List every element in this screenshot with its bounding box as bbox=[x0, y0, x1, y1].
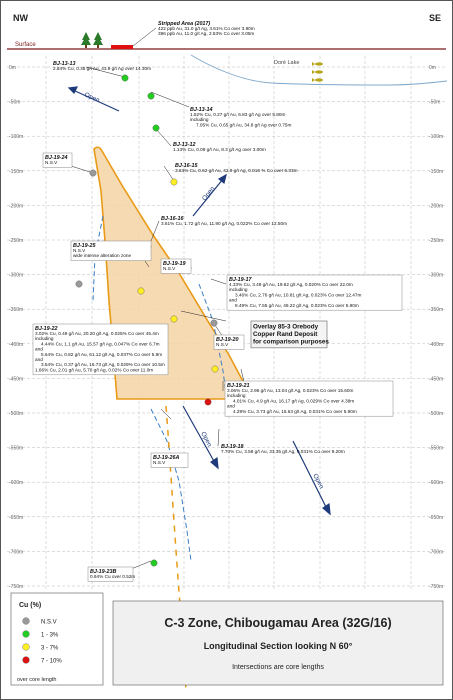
tree-icon bbox=[81, 32, 103, 48]
callout-line: 3.54% Cu, 0.37 g/t Au, 16.73 g/t Ag, 0.029% Co over 10.5m bbox=[41, 362, 165, 368]
callout-line: 1.66% Cu, 2.01 g/t Au, 5.70 g/t Ag, 0.02% Co over 11.0m bbox=[35, 367, 154, 373]
legend-title: Cu (%) bbox=[19, 602, 42, 609]
lake-label: Doré Lake bbox=[274, 60, 300, 66]
callout-line: N.S.V bbox=[73, 248, 86, 253]
callout-title: BJ-19-21 bbox=[227, 382, 250, 389]
elevation-label-right: -250m bbox=[429, 238, 444, 244]
callout-bj1924 bbox=[43, 153, 72, 167]
dot-bj1313 bbox=[122, 75, 128, 81]
open-label: Open bbox=[83, 91, 101, 105]
elevation-label-left: -600m bbox=[9, 480, 24, 487]
dot-bj1314 bbox=[148, 93, 154, 99]
callouts bbox=[33, 21, 402, 582]
callout-bj1918 bbox=[221, 444, 345, 454]
legend-label: 3 - 7% bbox=[41, 645, 59, 652]
legend-label: 7 - 10% bbox=[41, 658, 62, 665]
surface-label: Surface bbox=[15, 42, 36, 48]
elevation-label-left: -100m bbox=[9, 134, 24, 141]
callout-line: 4.29% Cu, 3.73 g/t Au, 15.63 g/t Ag, 0.031% Co over 5.90m bbox=[233, 408, 357, 414]
section-title: C-3 Zone, Chibougamau Area (32G/16) bbox=[164, 616, 392, 630]
callout-bj1920 bbox=[214, 335, 244, 349]
elevation-label-left: 0m bbox=[9, 65, 16, 71]
legend-swatch bbox=[23, 657, 30, 664]
dot-bj1922b bbox=[171, 316, 177, 322]
dot-bj1312 bbox=[153, 125, 159, 131]
callout-bj1917 bbox=[227, 275, 402, 310]
dot-bj1922 bbox=[138, 288, 144, 294]
callout-line: 3.02% Cu, 0.49 g/t Au, 20.20 g/t Ag, 0.025% Co over 45.4m bbox=[35, 331, 159, 336]
callout-line: 3.61% Cu, 1.72 g/t Au, 11.90 g/t Ag, 0.022% Co over 12.50m bbox=[161, 221, 288, 226]
dot-bj1918 bbox=[205, 399, 211, 405]
callout-title: BJ-19-24 bbox=[45, 154, 68, 161]
elevation-label-left: -400m bbox=[9, 341, 24, 348]
callout-title: BJ-13-12 bbox=[173, 141, 196, 148]
elevation-label-right: -350m bbox=[429, 307, 444, 314]
se-label: SE bbox=[429, 13, 442, 23]
callout-title: BJ-13-13 bbox=[53, 60, 76, 67]
callout-bj1314 bbox=[190, 107, 291, 128]
callout-line: 422 ppb Au, 31.0 g/t Ag, 3.61% Co over 3.90m bbox=[158, 26, 255, 31]
dot-bj1921 bbox=[212, 366, 218, 372]
drill-trace bbox=[151, 409, 191, 561]
grid bbox=[7, 56, 446, 591]
callout-line: including bbox=[227, 393, 246, 399]
callout-line: 4.01% Cu, 4.9 g/t Au, 16.17 g/t Ag, 0.029% Co over 4.38m bbox=[233, 398, 355, 404]
elevation-label-right: -50m bbox=[429, 99, 441, 106]
dot-bj1920 bbox=[211, 320, 217, 326]
elevation-label-left: -750m bbox=[9, 584, 24, 590]
elevation-label-left: -300m bbox=[9, 272, 24, 279]
elevation-label-right: -600m bbox=[429, 480, 444, 487]
callout-line: Copper Rand Deposit bbox=[253, 331, 318, 339]
callout-line: 1.13% Cu, 0.09 g/t Au, 8.3 g/t Ag over 3.00m bbox=[173, 147, 266, 152]
callout-line: 5.64% Cu, 0.82 g/t Au, 61.12 g/t Ag, 0.037% Co over 5.9m bbox=[41, 351, 163, 357]
elevation-label-left: -250m bbox=[9, 238, 24, 244]
callout-line: 3.46% Cu, 2.76 g/t Au, 10.81 g/t Ag, 0.023% Co over 12.47m bbox=[235, 292, 362, 298]
elevation-label-right: -400m bbox=[429, 341, 444, 348]
callout-title: BJ-19-25 bbox=[73, 242, 96, 249]
open-label: Open bbox=[199, 430, 213, 448]
elevation-label-right: -200m bbox=[429, 203, 444, 210]
elevation-label-right: -100m bbox=[429, 134, 444, 141]
elevation-label-left: -500m bbox=[9, 411, 24, 417]
callout-line: 396 ppb Au, 11.0 g/t Ag, 2.53% Co over 3.05m bbox=[158, 31, 255, 37]
callout-line: N.S.V bbox=[153, 460, 166, 465]
callout-line: for comparison purposes bbox=[253, 338, 329, 346]
callout-overlay bbox=[251, 321, 329, 348]
callout-line: and bbox=[229, 297, 237, 303]
legend-note: over core length bbox=[17, 677, 57, 683]
callout-line: 0.94% Cu over 0.52m bbox=[90, 574, 136, 579]
callout-line: N.S.V bbox=[216, 342, 229, 347]
fish-icon bbox=[312, 62, 323, 82]
dot-bj1925 bbox=[76, 281, 82, 287]
callout-title: BJ-19-18 bbox=[221, 443, 244, 450]
section-note: Intersections are core lengths bbox=[232, 664, 324, 671]
elevation-label-right: -550m bbox=[429, 445, 444, 452]
callout-bj1615 bbox=[175, 163, 298, 173]
callout-line: 1.52% Cu, 0.27 g/t Au, 6.83 g/t Ag over 5.80m bbox=[190, 112, 286, 117]
elevation-label-left: -650m bbox=[9, 514, 24, 521]
dot-bj1615 bbox=[171, 179, 177, 185]
callout-line: 4.33% Cu, 3.49 g/t Au, 19.62 g/t Ag, 0.020% Co over 22.0m bbox=[229, 282, 353, 287]
nw-label: NW bbox=[13, 13, 28, 23]
legend-label: 1 - 3% bbox=[41, 632, 59, 639]
elevation-label-right: -500m bbox=[429, 411, 444, 417]
elevation-label-right: 0m bbox=[429, 65, 436, 71]
callout-title: BJ-13-14 bbox=[190, 106, 213, 113]
legend-label: N.S.V bbox=[41, 619, 57, 626]
elevation-label-right: -300m bbox=[429, 272, 444, 279]
callout-title: BJ-19-17 bbox=[229, 276, 252, 283]
elevation-label-left: -550m bbox=[9, 445, 24, 452]
callout-line: N.S.V bbox=[45, 160, 58, 165]
callout-title: BJ-19-20 bbox=[216, 336, 239, 343]
callout-bj1919 bbox=[161, 259, 191, 273]
legend-swatch bbox=[23, 644, 30, 651]
callout-line: including bbox=[190, 117, 209, 123]
title-block bbox=[113, 601, 443, 685]
callout-title: BJ-19-22 bbox=[35, 325, 58, 332]
callout-title: BJ-16-15 bbox=[175, 162, 198, 169]
callout-line: and bbox=[35, 357, 43, 362]
dot-bj1923b bbox=[151, 560, 157, 566]
section-subtitle: Longitudinal Section looking N 60° bbox=[203, 641, 353, 651]
stripped-area-marker bbox=[111, 45, 133, 49]
elevation-label-left: -350m bbox=[9, 307, 24, 314]
callout-stripped bbox=[158, 21, 255, 36]
callout-line: including bbox=[35, 336, 54, 342]
callout-bj1925 bbox=[71, 241, 151, 261]
callout-bj1926a bbox=[151, 453, 188, 467]
elevation-label-left: -450m bbox=[9, 376, 24, 383]
callout-title: Stripped Area (2017) bbox=[158, 20, 211, 27]
callout-line: and bbox=[227, 403, 235, 409]
elevation-label-right: -450m bbox=[429, 376, 444, 383]
callout-line: 7.05% Cu, 0.65 g/t Au, 34.8 g/t Ag over 0.75m bbox=[196, 122, 292, 128]
elevation-label-left: -200m bbox=[9, 203, 24, 210]
open-label: Open bbox=[311, 472, 325, 490]
legend-swatch bbox=[23, 631, 30, 638]
elevation-label-right: -750m bbox=[429, 584, 444, 590]
callout-line: 3.63% Cu, 0.62 g/t Au, 42.9 g/t Ag, 0.016 % Co over 6.33m bbox=[175, 168, 298, 173]
callout-bj1312 bbox=[173, 142, 266, 152]
elevation-label-left: -150m bbox=[9, 168, 24, 175]
callout-line: 2.84% Cu, 0.35 g/t Au, 43.9 g/t Ag over 14.30m bbox=[53, 66, 151, 71]
callout-line: including bbox=[229, 287, 248, 293]
legend bbox=[11, 593, 103, 685]
callout-line: 7.70% Cu, 3.58 g/t Au, 33.35 g/t Ag, 0.031% Co over 9.20m bbox=[221, 449, 345, 454]
callout-title: BJ-19-26A bbox=[153, 454, 180, 461]
callout-line: 4.44% Cu, 1.1 g/t Au, 15.57 g/t Ag, 0.047% Co over 6.7m bbox=[41, 341, 160, 347]
elevation-label-left: -50m bbox=[9, 99, 21, 106]
callout-title: BJ-19-19 bbox=[163, 260, 186, 267]
callout-line: 3.06% Cu, 2.96 g/t Au, 13.04 g/t Ag, 0.023% Co over 15.60m bbox=[227, 388, 354, 393]
callout-line: 8.49% Cu, 7.55 g/t Au, 49.22 g/t Ag, 0.023% Co over 5.90m bbox=[235, 302, 359, 308]
callout-bj1616 bbox=[161, 216, 287, 226]
callout-title: BJ-16-16 bbox=[161, 215, 184, 222]
elevation-label-right: -150m bbox=[429, 168, 444, 175]
elevation-label-right: -650m bbox=[429, 514, 444, 521]
callout-line: N.S.V bbox=[163, 266, 176, 271]
callout-line: Overlay 85-3 Orebody bbox=[253, 323, 319, 331]
callout-bj1923b bbox=[88, 567, 135, 581]
open-label: Open bbox=[201, 185, 217, 203]
longitudinal-section bbox=[1, 1, 452, 699]
callout-title: BJ-19-23B bbox=[90, 568, 117, 575]
callout-bj1922 bbox=[33, 324, 168, 375]
callout-line: wide intense alteration zone bbox=[73, 253, 132, 259]
callout-bj1313 bbox=[53, 61, 151, 71]
elevation-label-right: -700m bbox=[429, 549, 444, 556]
callout-bj1921 bbox=[225, 381, 393, 416]
callout-line: and bbox=[35, 346, 43, 352]
elevation-label-left: -700m bbox=[9, 549, 24, 556]
dot-bj1924 bbox=[90, 170, 96, 176]
legend-swatch bbox=[23, 618, 30, 625]
